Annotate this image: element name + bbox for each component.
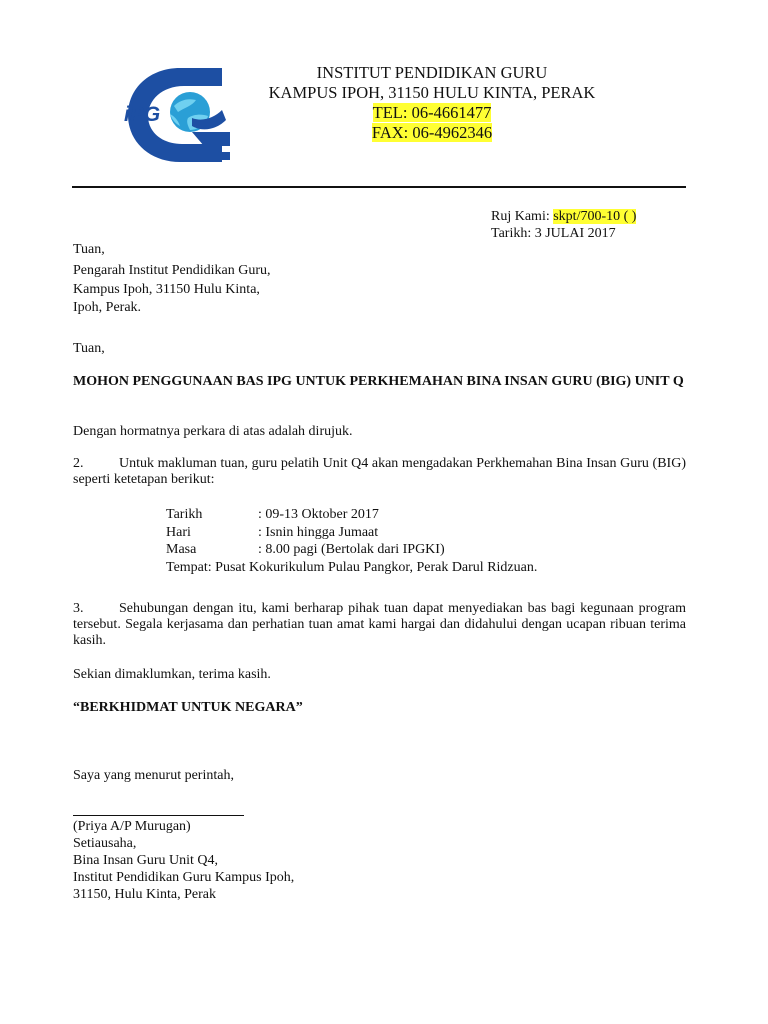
- salutation-top: Tuan,: [73, 242, 105, 257]
- signatory-institute: Institut Pendidikan Guru Kampus Ipoh,: [73, 870, 295, 885]
- signatory-name: (Priya A/P Murugan): [73, 819, 191, 834]
- letter-date: Tarikh: 3 JULAI 2017: [491, 226, 616, 241]
- header-institute: INSTITUT PENDIDIKAN GURU: [316, 63, 548, 82]
- reference-number: skpt/700-10 ( ): [553, 209, 637, 224]
- header-block: [232, 63, 632, 143]
- recipient-line-3: Ipoh, Perak.: [73, 300, 142, 315]
- header-tel: TEL: 06-4661477: [372, 103, 492, 122]
- detail-value: : 09-13 Oktober 2017: [258, 507, 379, 522]
- detail-value: : Isnin hingga Jumaat: [258, 524, 379, 540]
- reference-block: [491, 208, 636, 242]
- signatory-address: 31150, Hulu Kinta, Perak: [73, 887, 216, 902]
- paragraph-3: [73, 601, 686, 649]
- salutation: Tuan,: [73, 341, 105, 356]
- recipient-line-1: Pengarah Institut Pendidikan Guru,: [73, 263, 271, 278]
- paragraph-3-number: 3.: [73, 601, 84, 616]
- detail-row-tempat: Tempat: Pusat Kokurikulum Pulau Pangkor, Perak Darul Ridzuan.: [166, 559, 538, 575]
- paragraph-2-number: 2.: [73, 456, 84, 471]
- header-campus: KAMPUS IPOH, 31150 HULU KINTA, PERAK: [268, 83, 596, 102]
- detail-row-hari: [166, 524, 537, 542]
- signatory-unit: Bina Insan Guru Unit Q4,: [73, 853, 219, 868]
- details-table: [166, 506, 537, 576]
- signature-line: [73, 815, 244, 816]
- header-fax: FAX: 06-4962346: [371, 123, 493, 142]
- signoff: Saya yang menurut perintah,: [73, 768, 234, 783]
- detail-row-masa: [166, 541, 537, 559]
- closing-line: Sekian dimaklumkan, terima kasih.: [73, 667, 271, 682]
- detail-row-tarikh: [166, 506, 537, 524]
- reference-label: Ruj Kami:: [491, 209, 554, 224]
- detail-label: Masa: [166, 542, 197, 557]
- detail-label: Hari: [166, 524, 191, 540]
- detail-label: Tarikh: [166, 507, 203, 522]
- logo-text: iPG: [124, 103, 161, 126]
- signatory-title: Setiausaha,: [73, 836, 137, 851]
- paragraph-1: Dengan hormatnya perkara di atas adalah dirujuk.: [73, 424, 353, 439]
- header-divider: [72, 186, 686, 188]
- recipient-line-2: Kampus Ipoh, 31150 Hulu Kinta,: [73, 282, 260, 297]
- paragraph-2-text: Untuk makluman tuan, guru pelatih Unit Q4 akan mengadakan Perkhemahan Bina Insan Guru (BIG) seperti ketetapan berikut:: [73, 456, 686, 487]
- detail-value: : 8.00 pagi (Bertolak dari IPGKI): [258, 542, 445, 557]
- paragraph-2: [73, 456, 686, 488]
- motto: “BERKHIDMAT UNTUK NEGARA”: [73, 700, 303, 715]
- letter-subject: MOHON PENGGUNAAN BAS IPG UNTUK PERKHEMAHAN BINA INSAN GURU (BIG) UNIT Q: [73, 374, 684, 389]
- ipg-logo: [122, 60, 234, 168]
- paragraph-3-text: Sehubungan dengan itu, kami berharap pihak tuan dapat menyediakan bas bagi kegunaan program tersebut. Segala kerjasama dan perhatian tuan amat kami hargai dan didahului dengan ucapan ribuan terima kasih.: [73, 601, 686, 648]
